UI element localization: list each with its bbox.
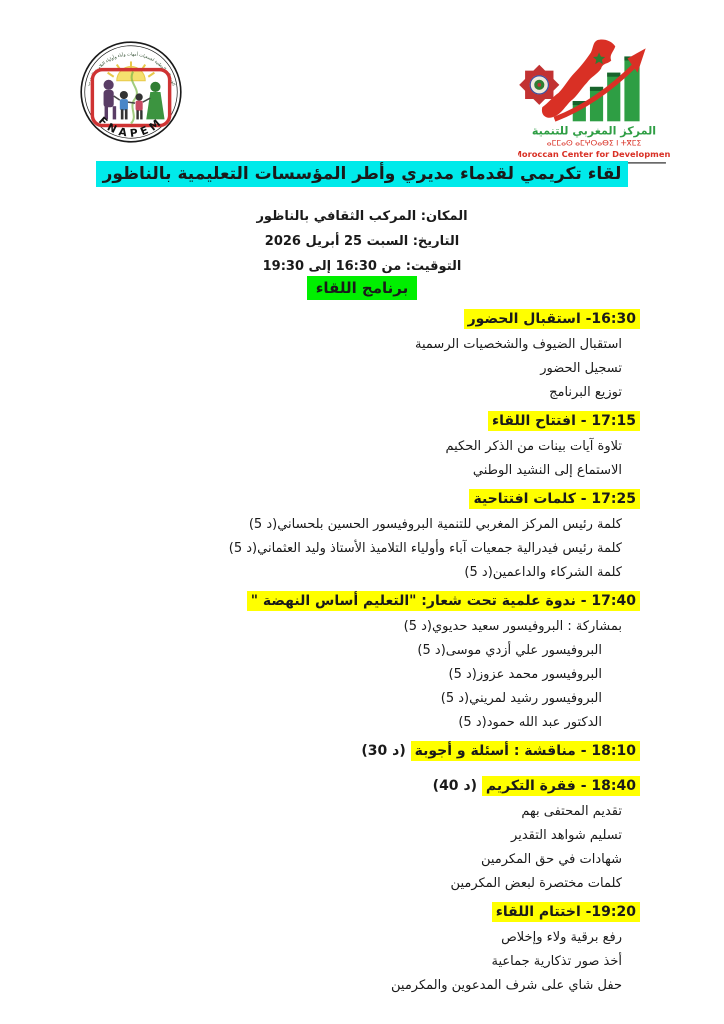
page-title-text: لقاء تكريمي لقدماء مديري وأطر المؤسسات التعليمية بالناظور	[96, 161, 629, 187]
item-duration: (5 د)	[417, 643, 446, 658]
item-text: البروفيسور محمد عزوز	[476, 667, 602, 682]
item-text: الاستماع إلى النشيد الوطني	[472, 463, 622, 478]
item-text: استقبال الضيوف والشخصيات الرسمية	[415, 337, 622, 352]
section-heading	[0, 591, 724, 612]
section-heading-text: 17:40 - ندوة علمية تحت شعار: "التعليم أساس النهضة "	[247, 591, 640, 611]
section-heading	[0, 309, 724, 330]
section-heading	[0, 489, 724, 510]
program-heading-text: برنامج اللقاء	[307, 276, 418, 300]
item-text: كلمة رئيس المركز المغربي للتنمية البروفيسور الحسين بلحساني	[277, 517, 622, 532]
section-heading-text: 18:40 - فقرة التكريم	[482, 776, 640, 796]
program-item	[0, 824, 724, 848]
section-16-30	[0, 309, 724, 405]
item-text: تلاوة آيات بينات من الذكر الحكيم	[445, 439, 622, 454]
item-text: حفل شاي على شرف المدعوين والمكرمين	[391, 978, 622, 993]
program-item	[0, 848, 724, 872]
program-item	[0, 663, 724, 687]
section-17-25	[0, 489, 724, 585]
section-heading	[0, 776, 724, 797]
program-item	[0, 357, 724, 381]
item-text: البروفيسور رشيد لمريني	[469, 691, 602, 706]
item-duration: (5 د)	[464, 565, 493, 580]
event-date: التاريخ: السبت 25 أبريل 2026	[264, 234, 460, 249]
item-text: توزيع البرنامج	[549, 385, 622, 400]
item-text: تسجيل الحضور	[540, 361, 622, 376]
item-text: الدكتور عبد الله حمود	[486, 715, 602, 730]
section-heading-text: 18:10 - مناقشة : أسئلة و أجوبة	[411, 741, 640, 761]
program-item	[0, 800, 724, 824]
item-text: تقديم المحتفى بهم	[521, 804, 622, 819]
section-17-15	[0, 411, 724, 483]
section-heading-text: 19:20- اختتام اللقاء	[492, 902, 640, 922]
program-item	[0, 974, 724, 998]
section-duration: (40 د)	[432, 778, 478, 794]
program-item	[0, 381, 724, 405]
section-heading-text: 17:15 - افتتاح اللقاء	[488, 411, 640, 431]
program-item	[0, 435, 724, 459]
program-item	[0, 926, 724, 950]
program-item	[0, 561, 724, 585]
item-text: تسليم شواهد التقدير	[511, 828, 622, 843]
item-duration: (5 د)	[403, 619, 432, 634]
item-text: كلمات مختصرة لبعض المكرمين	[450, 876, 622, 891]
fnapem-logo	[70, 38, 192, 150]
program-item	[0, 687, 724, 711]
program-item	[0, 711, 724, 735]
item-text: بمشاركة : البروفيسور سعيد حديوي	[432, 619, 622, 634]
section-duration: (30 د)	[361, 743, 406, 759]
program-heading	[0, 278, 724, 298]
page-title	[0, 162, 724, 186]
mcd-name-tifinagh: ⴰⵎⵎⴰⵙ ⴰⵎⵖⵔⴰⴱⵉ ⵏ ⵜⴳⵎⵉ	[546, 138, 642, 148]
item-duration: (5 د)	[248, 517, 278, 532]
item-duration: (5 د)	[440, 691, 470, 706]
item-duration: (5 د)	[458, 715, 487, 730]
item-text: رفع برقية ولاء وإخلاص	[501, 930, 622, 945]
item-duration: (5 د)	[448, 667, 477, 682]
program-item	[0, 639, 724, 663]
item-text: البروفيسور علي أزدي موسى	[445, 643, 602, 658]
program-item	[0, 537, 724, 561]
event-info	[0, 204, 724, 279]
section-18-40	[0, 776, 724, 896]
item-text: كلمة رئيس فيدرالية جمعيات آباء وأولياء التلاميذ الأستاذ وليد العثماني	[257, 541, 622, 556]
section-heading	[0, 411, 724, 432]
item-text: شهادات في حق المكرمين	[480, 852, 622, 867]
item-text: أخذ صور تذكارية جماعية	[491, 954, 622, 969]
section-heading	[0, 741, 724, 762]
program-item	[0, 459, 724, 483]
fnapem-logo-icon	[70, 38, 192, 150]
item-duration: (5 د)	[228, 541, 258, 556]
program-item	[0, 333, 724, 357]
mcd-logo-icon	[518, 30, 670, 166]
section-19-20	[0, 902, 724, 998]
event-location: المكان: المركب الثقافي بالناظور	[256, 209, 468, 224]
section-18-10	[0, 741, 724, 762]
item-text: كلمة الشركاء والداعمين	[492, 565, 622, 580]
mcd-name-english: Moroccan Center for Development	[518, 148, 670, 159]
mcd-logo	[518, 30, 670, 164]
section-17-40	[0, 591, 724, 735]
fnapem-acronym-text: FNAPEM	[95, 114, 167, 140]
section-heading-text: 17:25 - كلمات افتتاحية	[469, 489, 640, 509]
program-item	[0, 950, 724, 974]
program-item	[0, 872, 724, 896]
section-heading-text: 16:30- استقبال الحضور	[464, 309, 640, 329]
program-list	[0, 303, 724, 998]
fnapem-arc-text: الفيدرالية الوطنية لجمعيات أمهات وآباء وأولياء التلاميذ بالمغرب	[86, 52, 176, 87]
event-time: التوقيت: من 16:30 إلى 19:30	[262, 259, 462, 274]
program-item	[0, 513, 724, 537]
mcd-name-arabic: المركز المغربي للتنمية	[531, 124, 657, 138]
program-item	[0, 615, 724, 639]
section-heading	[0, 902, 724, 923]
